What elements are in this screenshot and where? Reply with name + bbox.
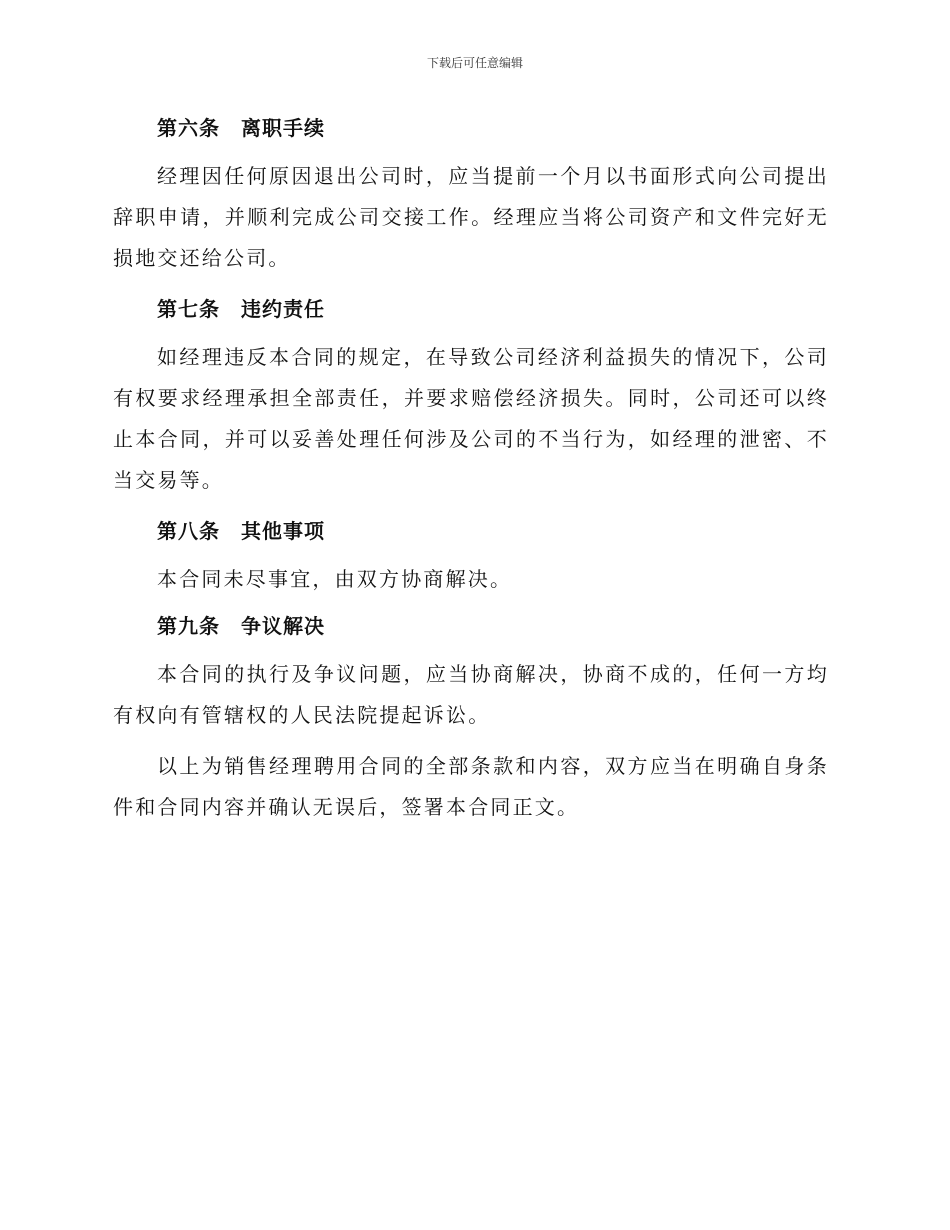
- section-title: 第六条 离职手续: [157, 116, 325, 140]
- section-title: 第七条 违约责任: [157, 297, 325, 321]
- paragraph: 本合同的执行及争议问题，应当协商解决，协商不成的，任何一方均有权向有管辖权的人民法院提起诉讼。: [113, 662, 829, 727]
- section-title: 第八条 其他事项: [157, 519, 325, 543]
- document-body: [113, 108, 829, 838]
- section-title: 第九条 争议解决: [157, 614, 325, 638]
- section-9: [113, 606, 829, 828]
- paragraph: 经理因任何原因退出公司时，应当提前一个月以书面形式向公司提出辞职申请，并顺利完成公司交接工作。经理应当将公司资产和文件完好无损地交还给公司。: [113, 164, 829, 270]
- paragraph: 如经理违反本合同的规定，在导致公司经济利益损失的情况下，公司有权要求经理承担全部责任，并要求赔偿经济损失。同时，公司还可以终止本合同，并可以妥善处理任何涉及公司的不当行为，如经理的泄密、不当交易等。: [113, 345, 829, 492]
- section-6: [113, 108, 829, 279]
- section-7: [113, 289, 829, 501]
- closing-paragraph: 以上为销售经理聘用合同的全部条款和内容，双方应当在明确自身条件和合同内容并确认无误后，签署本合同正文。: [113, 754, 829, 819]
- paragraph: 本合同未尽事宜，由双方协商解决。: [157, 567, 513, 591]
- section-8: [113, 511, 829, 600]
- header-note: 下载后可任意编辑: [426, 56, 523, 70]
